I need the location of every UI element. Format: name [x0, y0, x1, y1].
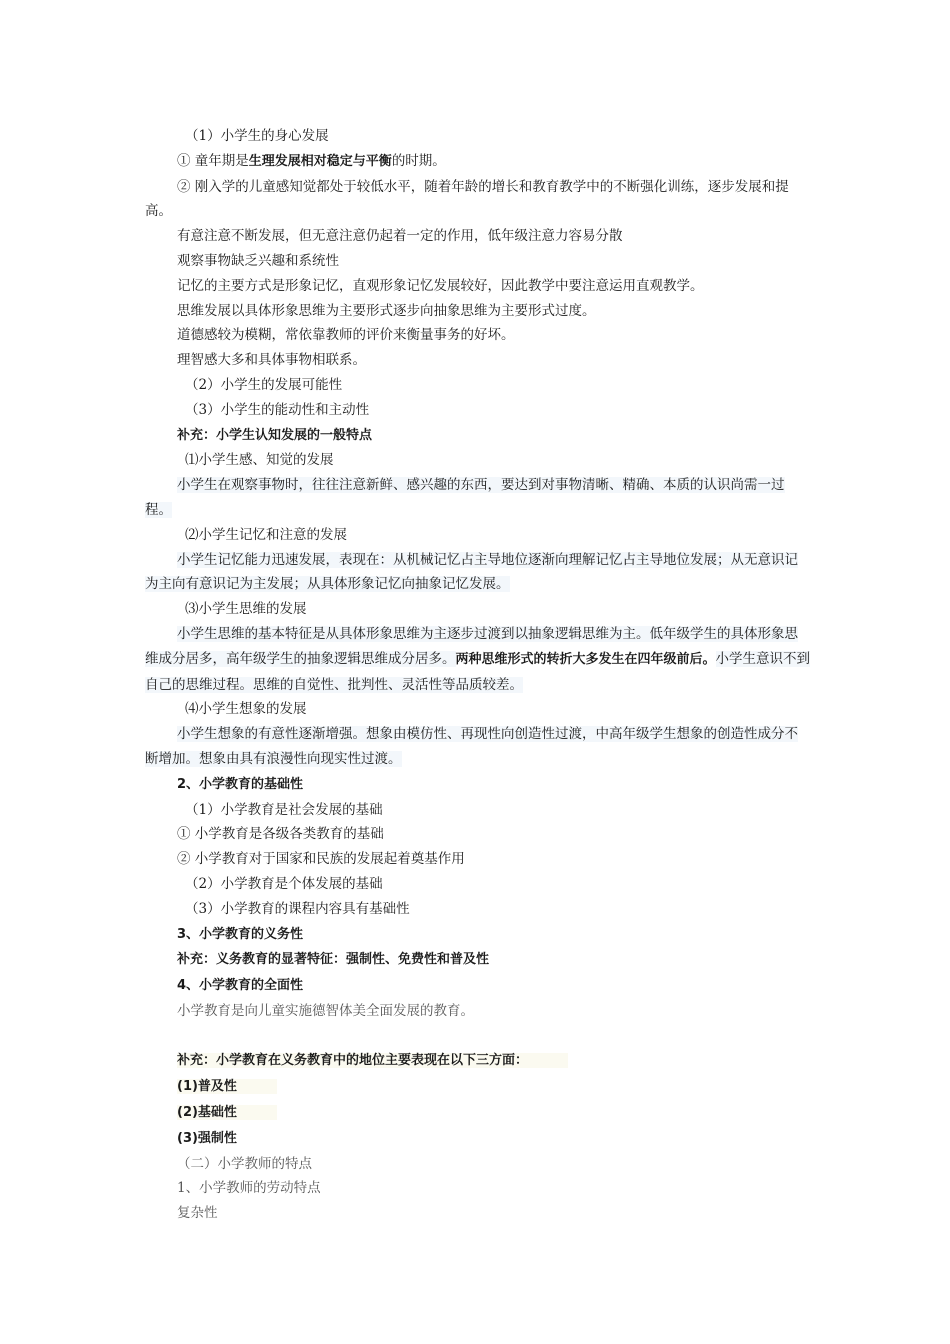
paragraph	[145, 722, 810, 772]
section-heading	[145, 423, 810, 449]
paragraph: ② 刚入学的儿童感知觉都处于较低水平，随着年龄的增长和教育教学中的不断强化训练，逐步发展和提高。	[145, 178, 789, 220]
text-line: ⑶小学生思维的发展	[185, 601, 307, 618]
text-line: （二）小学教师的特点	[177, 1155, 312, 1172]
list-item	[145, 1126, 810, 1152]
paragraph	[145, 622, 810, 697]
blank-line	[145, 1024, 810, 1049]
text-line: 道德感较为模糊，常依靠教师的评价来衡量事务的好坏。	[177, 327, 515, 344]
section-heading	[145, 947, 810, 973]
text-line: 有意注意不断发展，但无意注意仍起着一定的作用，低年级注意力容易分散	[177, 228, 623, 245]
paragraph	[145, 473, 810, 523]
highlighted-text: 小学生意识不到自己的思维过程。思维的自觉性、批判性、灵活性等品质较差。	[145, 650, 811, 693]
text-line: 观察事物缺乏兴趣和系统性	[177, 252, 339, 269]
text-line: 小学教育是向儿童实施德智体美全面发展的教育。	[177, 1002, 474, 1019]
list-item	[145, 1074, 810, 1100]
text-line: （3）小学生的能动性和主动性	[185, 401, 370, 418]
highlighted-text: 小学生想象的有意性逐渐增强。想象由模仿性、再现性向创造性过渡，中高年级学生想象的创造性成分不断增加。想象由具有浪漫性向现实性过渡。	[145, 726, 798, 767]
text-line: 思维发展以具体形象思维为主要形式逐步向抽象思维为主要形式过度。	[177, 302, 596, 319]
text-line	[145, 149, 810, 175]
bold-text: (3)强制性	[177, 1130, 237, 1146]
text-line: （1）小学教育是社会发展的基础	[185, 801, 383, 818]
bold-text: 2、小学教育的基础性	[177, 776, 304, 792]
text-line: 记忆的主要方式是形象记忆，直观形象记忆发展较好，因此教学中要注意运用直观教学。	[177, 277, 704, 294]
text-span: 的时期。	[391, 152, 446, 169]
text-line: （2）小学教育是个体发展的基础	[185, 875, 383, 892]
section-heading	[145, 922, 810, 948]
text-line: 1、小学教师的劳动特点	[177, 1180, 321, 1197]
bold-text: (2)基础性	[177, 1105, 277, 1120]
list-item	[145, 1100, 810, 1126]
bold-text: 生理发展相对稳定与平衡	[248, 153, 392, 169]
text-line: ⑷小学生想象的发展	[185, 701, 307, 718]
highlighted-text: 小学生记忆能力迅速发展，表现在：从机械记忆占主导地位逐渐向理解记忆占主导地位发展；从无意识记为主向有意识记为主发展；从具体形象记忆向抽象记忆发展。	[145, 551, 798, 593]
highlighted-text: 小学生思维的基本特征是从具体形象思维为主逐步过渡到以抽象逻辑思维为主。低年级学生的具体形象思维成分居多，高年级学生的抽象逻辑思维成分居多。	[145, 625, 798, 667]
text-span: ① 童年期是	[177, 152, 249, 169]
section-heading	[145, 973, 810, 999]
bold-text: 4、小学教育的全面性	[177, 978, 304, 994]
text-line: ⑴小学生感、知觉的发展	[185, 452, 334, 469]
text-line: （3）小学教育的课程内容具有基础性	[185, 900, 410, 917]
text-line: 复杂性	[177, 1205, 218, 1222]
bold-text: 补充：义务教育的显著特征：强制性、免费性和普及性	[177, 952, 490, 968]
text-line: （2）小学生的发展可能性	[185, 376, 343, 393]
paragraph	[145, 548, 810, 598]
text-line: 理智感大多和具体事物相联系。	[177, 352, 366, 369]
text-line: ① 小学教育是各级各类教育的基础	[177, 826, 384, 843]
highlighted-text: 小学生在观察事物时，往往注意新鲜、感兴趣的东西，要达到对事物清晰、精确、本质的认识尚需一过程。	[145, 477, 785, 518]
bold-text: 3、小学教育的义务性	[177, 926, 304, 942]
text-line: ② 小学教育对于国家和民族的发展起着奠基作用	[177, 851, 465, 868]
text-line: （1）小学生的身心发展	[185, 128, 329, 144]
bold-text: 补充：小学教育在义务教育中的地位主要表现在以下三方面：	[177, 1053, 568, 1068]
bold-text: 两种思维形式的转折大多发生在四年级前后。	[455, 651, 716, 667]
section-heading	[145, 772, 810, 798]
text-line: ⑵小学生记忆和注意的发展	[185, 526, 347, 543]
document-body	[145, 124, 810, 1226]
bold-text: 补充：小学生认知发展的一般特点	[177, 427, 373, 443]
section-heading	[145, 1048, 810, 1074]
bold-text: (1)普及性	[177, 1079, 277, 1094]
